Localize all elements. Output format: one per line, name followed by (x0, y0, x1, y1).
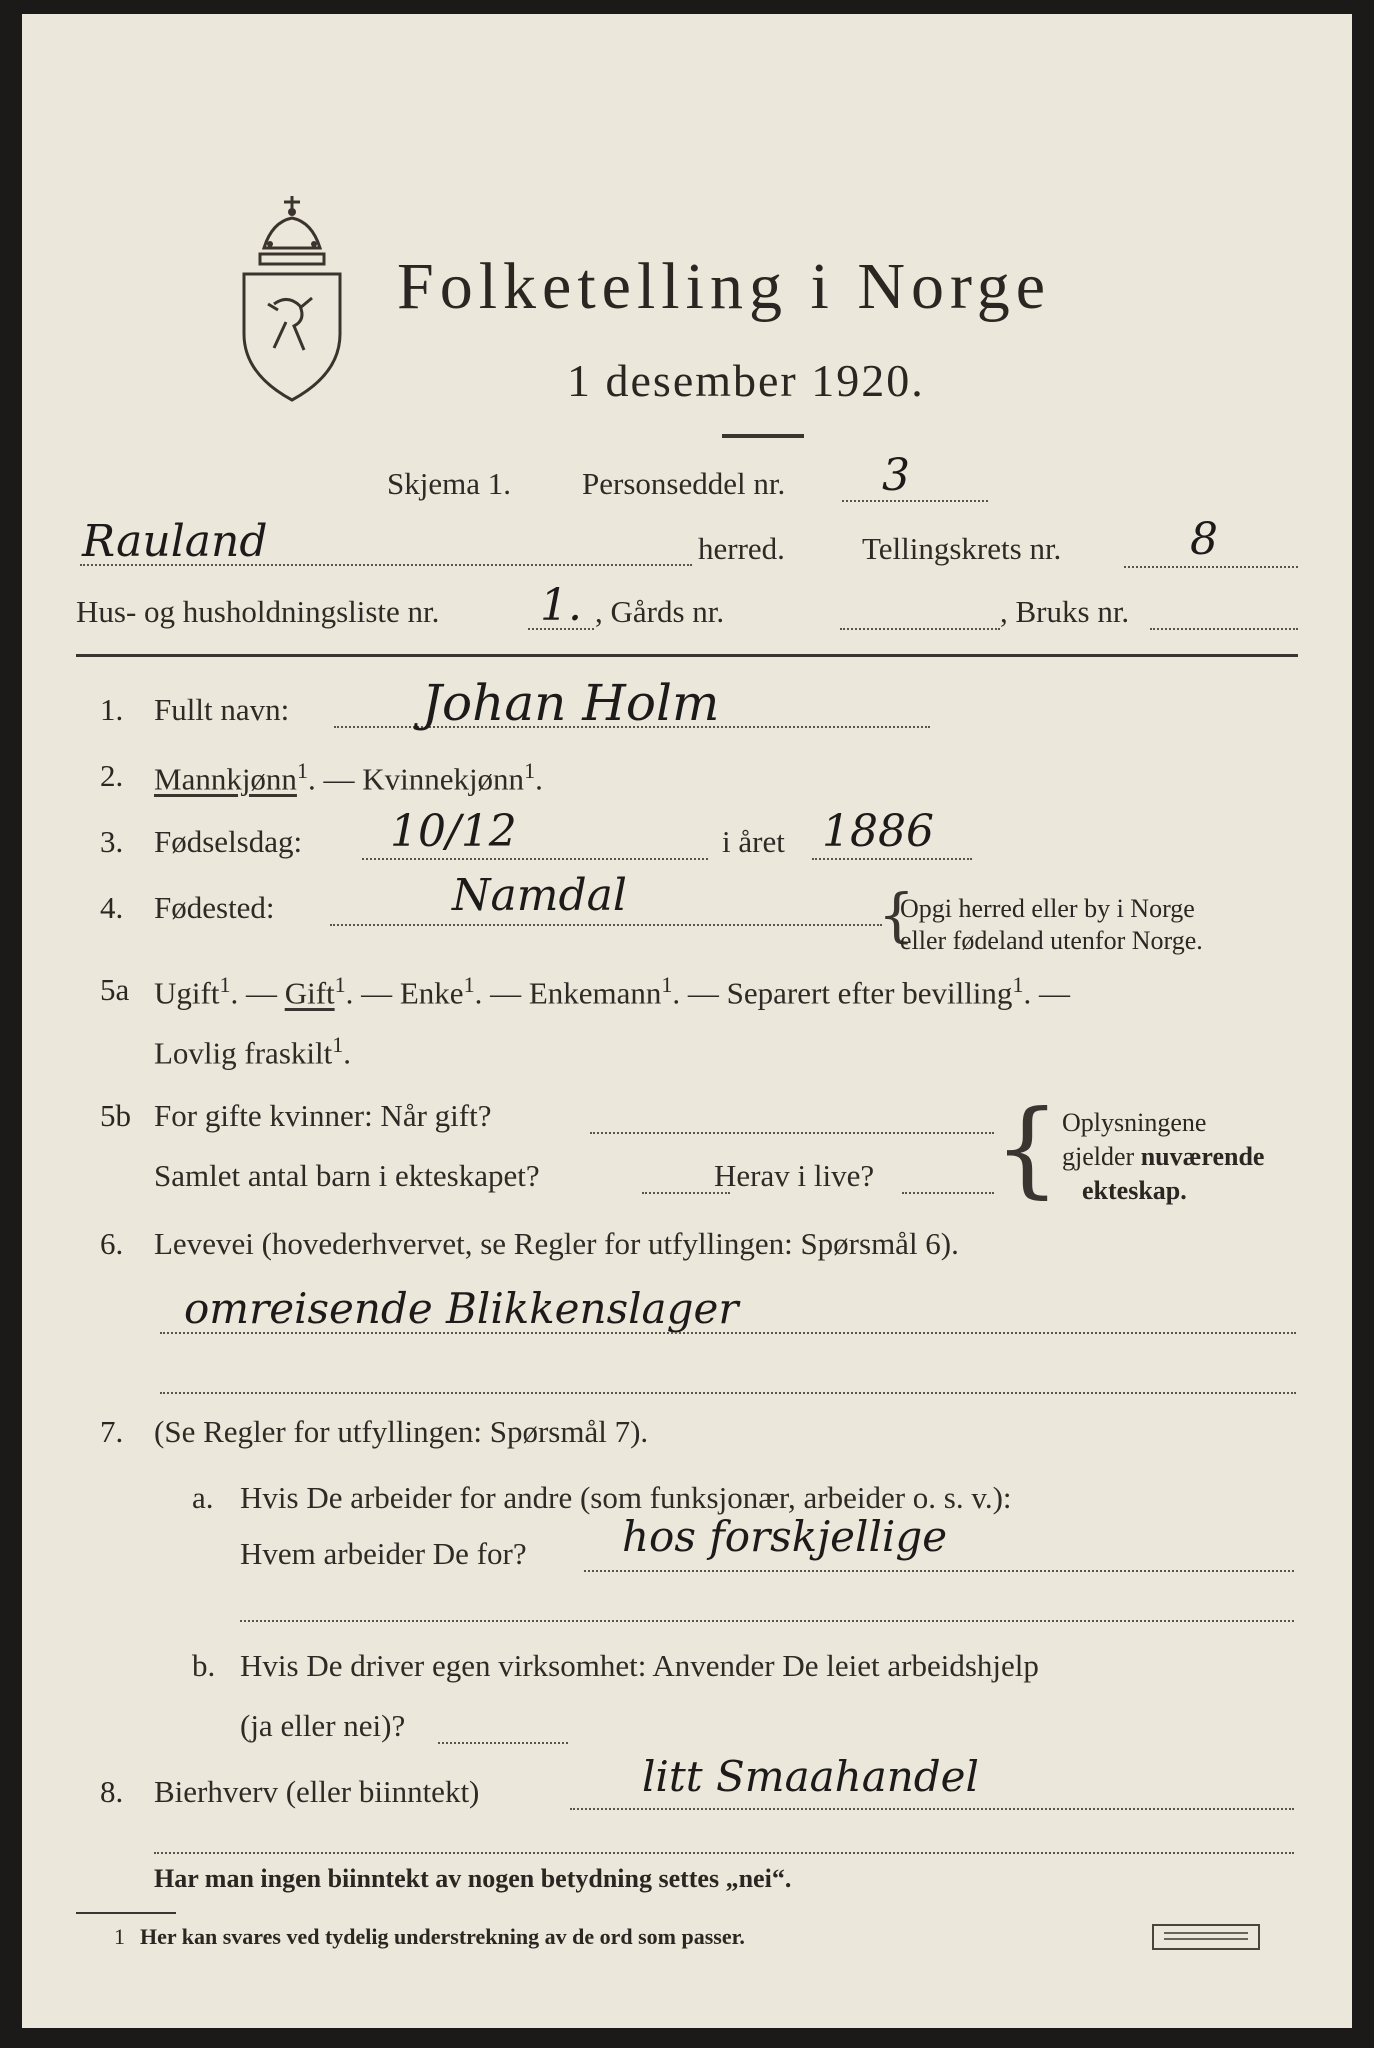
printer-stamp (1152, 1924, 1260, 1950)
q5b-note-2: gjelder nuværende (1062, 1142, 1265, 1171)
q5b-brace: { (994, 1087, 1061, 1209)
q7a-question: Hvem arbeider De for? (240, 1536, 527, 1571)
footnote-mark: 1 (114, 1924, 125, 1949)
q7a-line-1 (584, 1570, 1294, 1572)
q5b-label-3: Herav i live? (714, 1158, 875, 1193)
q7a-letter: a. (192, 1480, 214, 1515)
q7b-question: (ja eller nei)? (240, 1708, 406, 1743)
census-date: 1 desember 1920. (567, 355, 925, 406)
herred-line (80, 564, 692, 566)
side-occupation-value: litt Smaahandel (642, 1752, 979, 1801)
q4-brace: { (878, 881, 915, 949)
herred-value: Rauland (82, 516, 268, 567)
bruks-label: , Bruks nr. (1000, 594, 1130, 629)
nei-note: Har man ingen biinntekt av nogen betydning settes „nei“. (154, 1864, 792, 1893)
gards-label: , Gårds nr. (595, 594, 725, 629)
q5b-line-1 (590, 1132, 994, 1134)
norwegian-coat-of-arms-icon (234, 192, 350, 404)
female-option: Kvinnekjønn (362, 761, 525, 797)
skjema-label: Skjema 1. (387, 466, 511, 501)
q3-number: 3. (100, 824, 124, 859)
header-rule (76, 654, 1298, 657)
q6-line-2 (160, 1392, 1296, 1394)
q2-gender: Mannkjønn$^1$. — Kvinnekjønn$^1$. (154, 758, 543, 797)
q3-label: Fødselsdag: (154, 824, 303, 859)
gards-line (840, 628, 1000, 630)
personseddel-label: Personseddel nr. (582, 466, 786, 501)
q4-line (330, 924, 882, 926)
full-name-value: Johan Holm (422, 674, 720, 732)
herred-label: herred. (698, 531, 785, 566)
q7-number: 7. (100, 1414, 124, 1449)
husliste-label: Hus- og husholdningsliste nr. (76, 594, 440, 629)
q4-note-2: eller fødeland utenfor Norge. (900, 926, 1203, 955)
q1-label: Fullt navn: (154, 692, 290, 727)
q5b-number: 5b (100, 1098, 131, 1133)
q6-line-1 (160, 1332, 1296, 1334)
birthdate-value: 10/12 (390, 806, 517, 857)
title-divider (722, 434, 804, 438)
q5b-line-3 (902, 1192, 994, 1194)
q5b-label-2: Samlet antal barn i ekteskapet? (154, 1158, 540, 1193)
tellingskrets-label: Tellingskrets nr. (862, 531, 1062, 566)
tellingskrets-value: 8 (1190, 514, 1218, 565)
q7b-letter: b. (192, 1648, 216, 1683)
q4-label: Fødested: (154, 890, 275, 925)
q1-number: 1. (100, 692, 124, 727)
q5a-number: 5a (100, 972, 130, 1007)
birthplace-value: Namdal (452, 870, 627, 921)
q3-line (362, 858, 708, 860)
occupation-value: omreisende Blikkenslager (184, 1284, 739, 1333)
q5b-label-1: For gifte kvinner: Når gift? (154, 1098, 492, 1133)
q7a-text: Hvis De arbeider for andre (som funksjonær, arbeider o. s. v.): (240, 1480, 1012, 1515)
q3-year-line (812, 858, 972, 860)
q2-number: 2. (100, 758, 124, 793)
footnote-rule (76, 1912, 176, 1914)
bruks-line (1150, 628, 1298, 630)
q6-label: Levevei (hovederhvervet, se Regler for utfyllingen: Spørsmål 6). (154, 1226, 959, 1261)
q8-number: 8. (100, 1774, 124, 1809)
birthyear-value: 1886 (822, 806, 934, 857)
q7b-text: Hvis De driver egen virksomhet: Anvender De leiet arbeidshjelp (240, 1648, 1039, 1683)
q4-number: 4. (100, 890, 124, 925)
husliste-value: 1. (540, 580, 582, 631)
q8-line-1 (570, 1808, 1294, 1810)
male-option: Mannkjønn (154, 761, 297, 797)
q3-year-label: i året (722, 824, 785, 859)
gift-option: Gift (284, 975, 335, 1011)
employer-value: hos forskjellige (622, 1512, 948, 1561)
tellingskrets-line (1124, 566, 1298, 568)
q7b-line (438, 1742, 568, 1744)
q5a-options: Ugift$^1$. — Gift$^1$. — Enke$^1$. — Enkemann$^1$. — Separert efter bevilling$^1$. — (154, 972, 1070, 1011)
census-form-sheet (22, 14, 1352, 2028)
q5a-fraskilt: Lovlig fraskilt$^1$. (154, 1032, 351, 1071)
q5b-note-1: Oplysningene (1062, 1108, 1207, 1137)
q7-label: (Se Regler for utfyllingen: Spørsmål 7). (154, 1414, 649, 1449)
footnote-text: Her kan svares ved tydelig understrekning av de ord som passer. (140, 1924, 745, 1949)
personseddel-value: 3 (882, 450, 910, 501)
q8-line-2 (154, 1852, 1294, 1854)
q5b-note-3: ekteskap. (1082, 1176, 1187, 1205)
q4-note-1: Opgi herred eller by i Norge (900, 894, 1195, 923)
q7a-line-2 (240, 1620, 1294, 1622)
q6-number: 6. (100, 1226, 124, 1261)
personseddel-line (842, 500, 988, 502)
q8-label: Bierhverv (eller biinntekt) (154, 1774, 480, 1809)
form-title: Folketelling i Norge (397, 250, 1052, 323)
